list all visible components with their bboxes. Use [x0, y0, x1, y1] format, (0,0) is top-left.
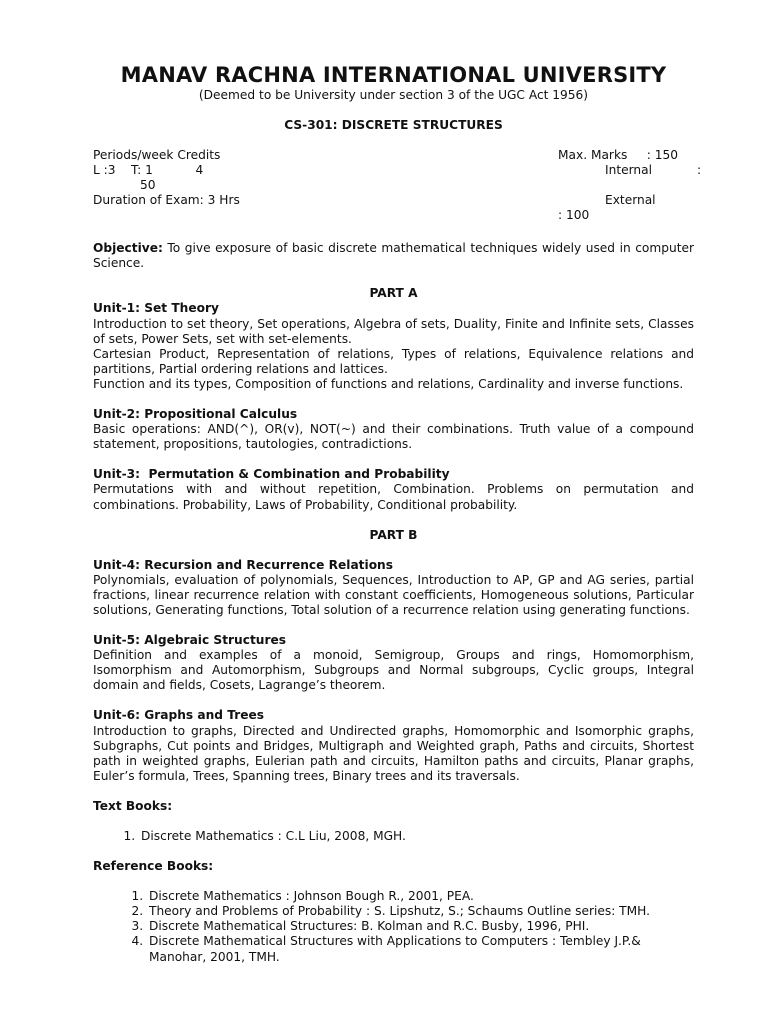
- external-label: External: [605, 193, 656, 208]
- part-a-title: PART A: [369, 286, 418, 301]
- unit-1-paragraph: Cartesian Product, Representation of relations, Types of relations, Equivalence relations and partitions, Partial ordering relations and lattices.: [93, 346, 694, 376]
- exam-duration: Duration of Exam: 3 Hrs: [93, 193, 240, 208]
- reference-books-list: [93, 889, 694, 964]
- external-marks-value: : 100: [558, 208, 590, 223]
- periods-values: L :3 T: 1 4: [93, 163, 204, 178]
- part-b-title: PART B: [369, 527, 418, 542]
- unit-3-heading: Unit-3: Permutation & Combination and Probability: [93, 467, 450, 482]
- internal-label: Internal: [605, 163, 652, 178]
- list-item: 1. Discrete Mathematics : Johnson Bough R., 2001, PEA.: [147, 889, 694, 904]
- unit-4: [93, 558, 694, 618]
- unit-1-heading: Unit-1: Set Theory: [93, 301, 219, 316]
- list-item: 4. Discrete Mathematical Structures with Applications to Computers : Tembley J.P.& Manohar, 2001, TMH.: [147, 934, 694, 964]
- internal-colon: :: [697, 163, 702, 178]
- unit-5: [93, 633, 694, 693]
- unit-3-paragraph: Permutations with and without repetition, Combination. Problems on permutation and combinations. Probability, Laws of Probability, Conditional probability.: [93, 482, 694, 512]
- unit-1-paragraph: Function and its types, Composition of functions and relations, Cardinality and inverse functions.: [93, 376, 684, 391]
- text-books-heading: Text Books:: [93, 798, 173, 813]
- list-item: 3. Discrete Mathematical Structures: B. Kolman and R.C. Busby, 1996, PHI.: [147, 919, 694, 934]
- objective-text: To give exposure of basic discrete mathematical techniques widely used in computer Science.: [93, 241, 694, 271]
- course-meta: [93, 148, 702, 224]
- max-marks: Max. Marks : 150: [558, 148, 678, 163]
- unit-5-paragraph: Definition and examples of a monoid, Semigroup, Groups and rings, Homomorphism, Isomorphism and Automorphism, Subgroups and Normal subgroups, Cyclic groups, Integral domain and fields, Cosets, Lagrange’s theorem.: [93, 648, 694, 693]
- periods-label: Periods/week Credits: [93, 148, 221, 163]
- university-title: MANAV RACHNA INTERNATIONAL UNIVERSITY: [120, 63, 667, 87]
- unit-1: [93, 301, 694, 392]
- objective: [93, 241, 694, 271]
- list-item: 2. Theory and Problems of Probability : S. Lipshutz, S.; Schaums Outline series: TMH.: [147, 904, 694, 919]
- unit-6: [93, 708, 694, 783]
- unit-4-paragraph: Polynomials, evaluation of polynomials, Sequences, Introduction to AP, GP and AG series, partial fractions, linear recurrence relation with constant coefficients, Homogeneous solutions, Particular solutions, Generating functions, Total solution of a recurrence relation using generating functions.: [93, 572, 694, 617]
- unit-2-paragraph: Basic operations: AND(^), OR(v), NOT(~) and their combinations. Truth value of a compound statement, propositions, tautologies, contradictions.: [93, 422, 694, 452]
- unit-2: [93, 407, 694, 452]
- unit-2-heading: Unit-2: Propositional Calculus: [93, 407, 298, 422]
- objective-label: Objective:: [93, 241, 163, 256]
- text-books-list: [93, 829, 694, 844]
- unit-6-heading: Unit-6: Graphs and Trees: [93, 708, 265, 723]
- unit-6-paragraph: Introduction to graphs, Directed and Undirected graphs, Homomorphic and Isomorphic graphs, Subgraphs, Cut points and Bridges, Multigraph and Weighted graph, Paths and circuits, Shortest path in weighted graphs, Eulerian path and circuits, Hamilton paths and circuits, Planar graphs, Euler’s formula, Trees, Spanning trees, Binary trees and its traversals.: [93, 723, 694, 783]
- unit-5-heading: Unit-5: Algebraic Structures: [93, 633, 286, 648]
- unit-3: [93, 467, 694, 512]
- reference-books-heading: Reference Books:: [93, 859, 214, 874]
- course-title: CS-301: DISCRETE STRUCTURES: [284, 118, 503, 133]
- university-subtitle: (Deemed to be University under section 3 of the UGC Act 1956): [198, 88, 589, 102]
- internal-marks-value: 50: [140, 178, 156, 193]
- list-item: 1. Discrete Mathematics : C.L Liu, 2008, MGH.: [139, 829, 694, 844]
- unit-4-heading: Unit-4: Recursion and Recurrence Relations: [93, 557, 393, 572]
- unit-1-paragraph: Introduction to set theory, Set operations, Algebra of sets, Duality, Finite and Infinite sets, Classes of sets, Power Sets, set with set-elements.: [93, 316, 694, 346]
- syllabus-page: [93, 62, 702, 965]
